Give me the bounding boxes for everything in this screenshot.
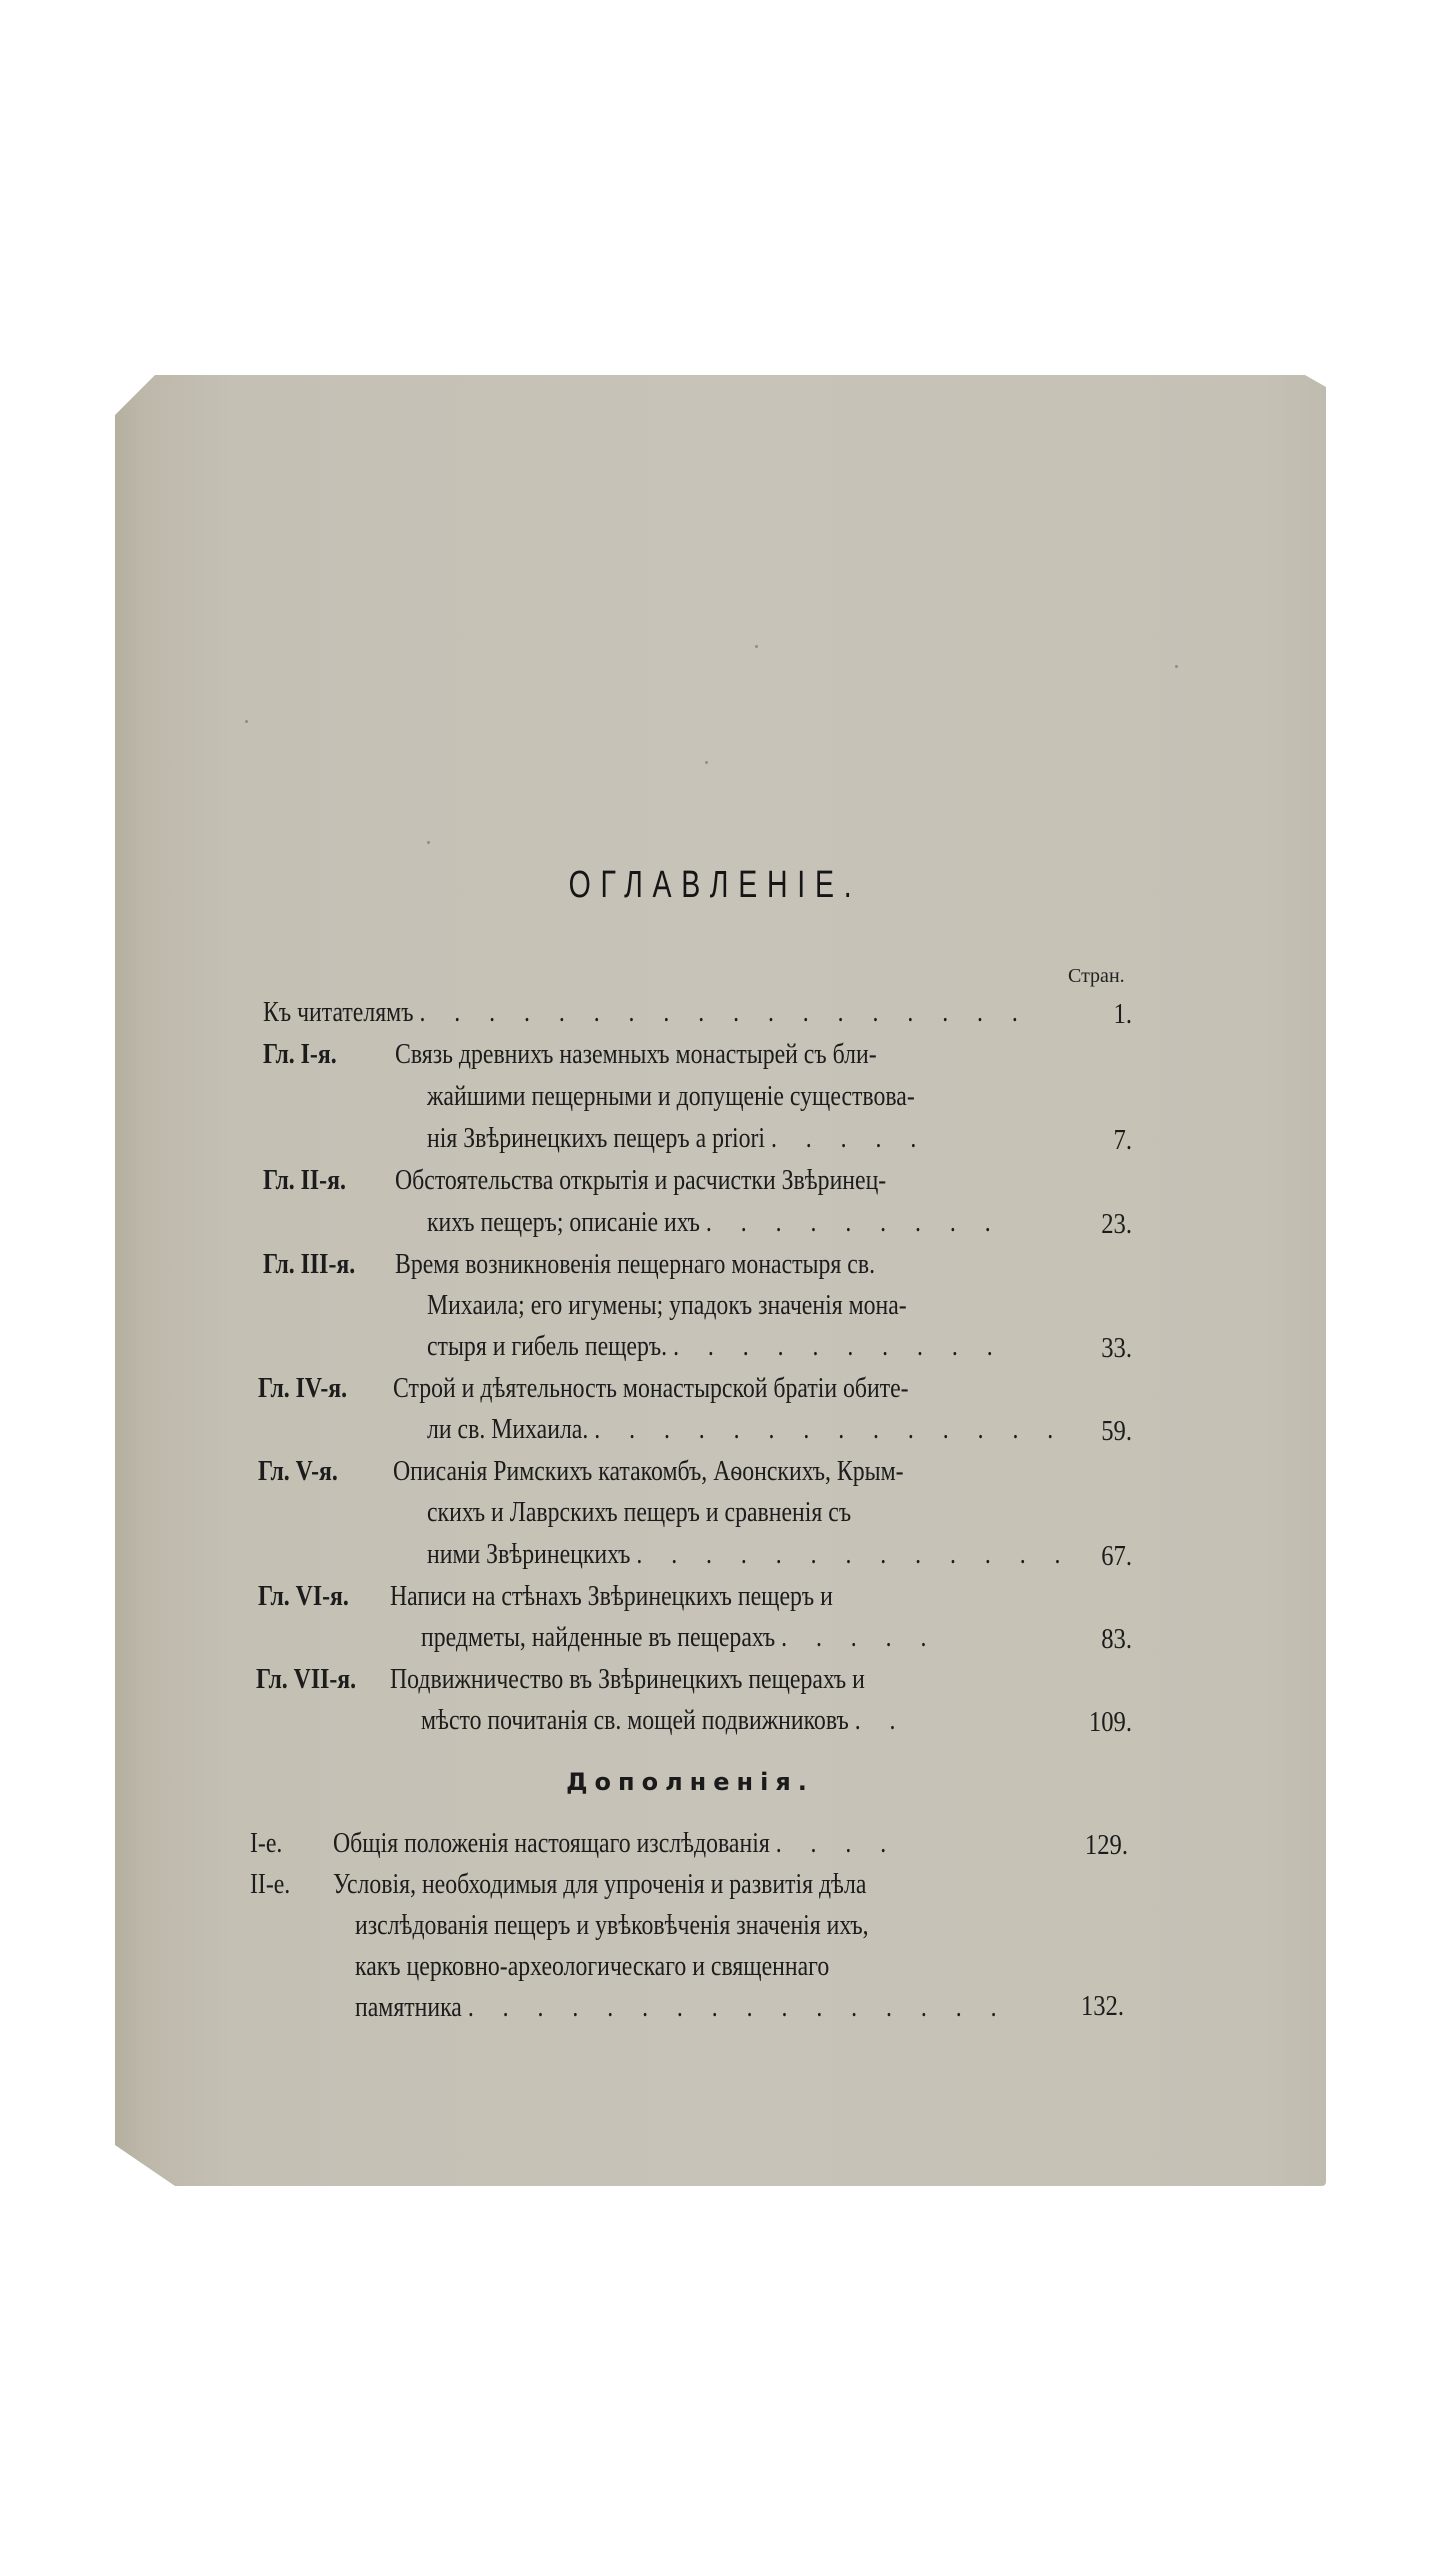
toc-entry-text: Подвижничество въ Звѣринецкихъ пещерахъ и <box>390 1663 865 1695</box>
toc-page-number: 109. <box>1088 1706 1132 1738</box>
toc-entry-text: кихъ пещеръ; описаніе ихъ . . . . . . . . . <box>427 1206 1003 1238</box>
toc-entry-text: Строй и дѣятельность монастырской братіи обите- <box>393 1372 909 1404</box>
chapter-label: Гл. IV-я. <box>258 1372 348 1404</box>
toc-page-number: 83. <box>1101 1623 1132 1655</box>
toc-entry-text: Условія, необходимыя для упроченія и развитія дѣла <box>333 1868 867 1900</box>
toc-page-number: 7. <box>1113 1124 1132 1156</box>
appendix-heading: Дополненія. <box>566 1768 814 1796</box>
toc-page-number: 67. <box>1101 1540 1132 1572</box>
toc-entry-text: Къ читателямъ . . . . . . . . . . . . . . . . . . <box>263 996 1030 1028</box>
paper-speck <box>705 761 708 764</box>
page-column-header: Стран. <box>1068 965 1125 987</box>
toc-page-number: 1. <box>1113 998 1132 1030</box>
toc-entry-text: какъ церковно-археологическаго и священнаго <box>355 1950 830 1982</box>
toc-entry-text: Михаила; его игумены; упадокъ значенія мона- <box>427 1289 907 1321</box>
paper-speck <box>755 645 758 648</box>
toc-entry-text: нія Звѣринецкихъ пещеръ а priori . . . . . <box>427 1122 928 1154</box>
toc-page-number: 129. <box>1084 1829 1128 1861</box>
toc-entry-text: жайшими пещерными и допущеніе существова- <box>427 1080 915 1112</box>
toc-entry-text: стыря и гибель пещеръ. . . . . . . . . . . <box>427 1330 1005 1362</box>
toc-entry-text: Написи на стѣнахъ Звѣринецкихъ пещеръ и <box>390 1580 833 1612</box>
chapter-label: Гл. VII-я. <box>256 1663 357 1695</box>
paper-speck <box>1175 665 1178 668</box>
chapter-label: Гл. I-я. <box>263 1038 337 1070</box>
toc-entry-text: предметы, найденные въ пещерахъ . . . . . <box>421 1621 938 1653</box>
chapter-label: Гл. II-я. <box>263 1164 346 1196</box>
toc-entry-text: изслѣдованія пещеръ и увѣковѣченія значенія ихъ, <box>355 1909 869 1941</box>
paper-speck <box>245 720 248 723</box>
toc-page-number: 33. <box>1101 1332 1132 1364</box>
toc-entry-text: Время возникновенія пещернаго монастыря св. <box>395 1248 876 1280</box>
page-title: ОГЛАВЛЕНІЕ. <box>568 864 862 906</box>
toc-entry-text: Связь древнихъ наземныхъ монастырей съ бли- <box>395 1038 877 1070</box>
chapter-label: Гл. V-я. <box>258 1455 338 1487</box>
toc-page-number: 23. <box>1101 1208 1132 1240</box>
paper-speck <box>427 841 430 844</box>
toc-entry-text: памятника . . . . . . . . . . . . . . . . <box>355 1991 1008 2023</box>
appendix-label: I-е. <box>250 1827 283 1859</box>
toc-page-number: 59. <box>1101 1415 1132 1447</box>
toc-entry-text: ними Звѣринецкихъ . . . . . . . . . . . . . <box>427 1538 1072 1570</box>
toc-entry-text: мѣсто почитанія св. мощей подвижниковъ . . <box>421 1704 907 1736</box>
chapter-label: Гл. VI-я. <box>258 1580 349 1612</box>
toc-entry-text: Обстоятельства открытія и расчистки Звѣринец- <box>395 1164 887 1196</box>
toc-entry-text: ли св. Михаила. . . . . . . . . . . . . . . <box>427 1413 1065 1445</box>
toc-page-number: 132. <box>1080 1990 1124 2022</box>
toc-entry-text: скихъ и Лаврскихъ пещеръ и сравненія съ <box>427 1496 852 1528</box>
chapter-label: Гл. III-я. <box>263 1248 356 1280</box>
toc-entry-text: Общія положенія настоящаго изслѣдованія . . . . <box>333 1827 898 1859</box>
toc-entry-text: Описанія Римскихъ катакомбъ, Аѳонскихъ, Крым- <box>393 1455 904 1487</box>
appendix-label: II-е. <box>250 1868 291 1900</box>
